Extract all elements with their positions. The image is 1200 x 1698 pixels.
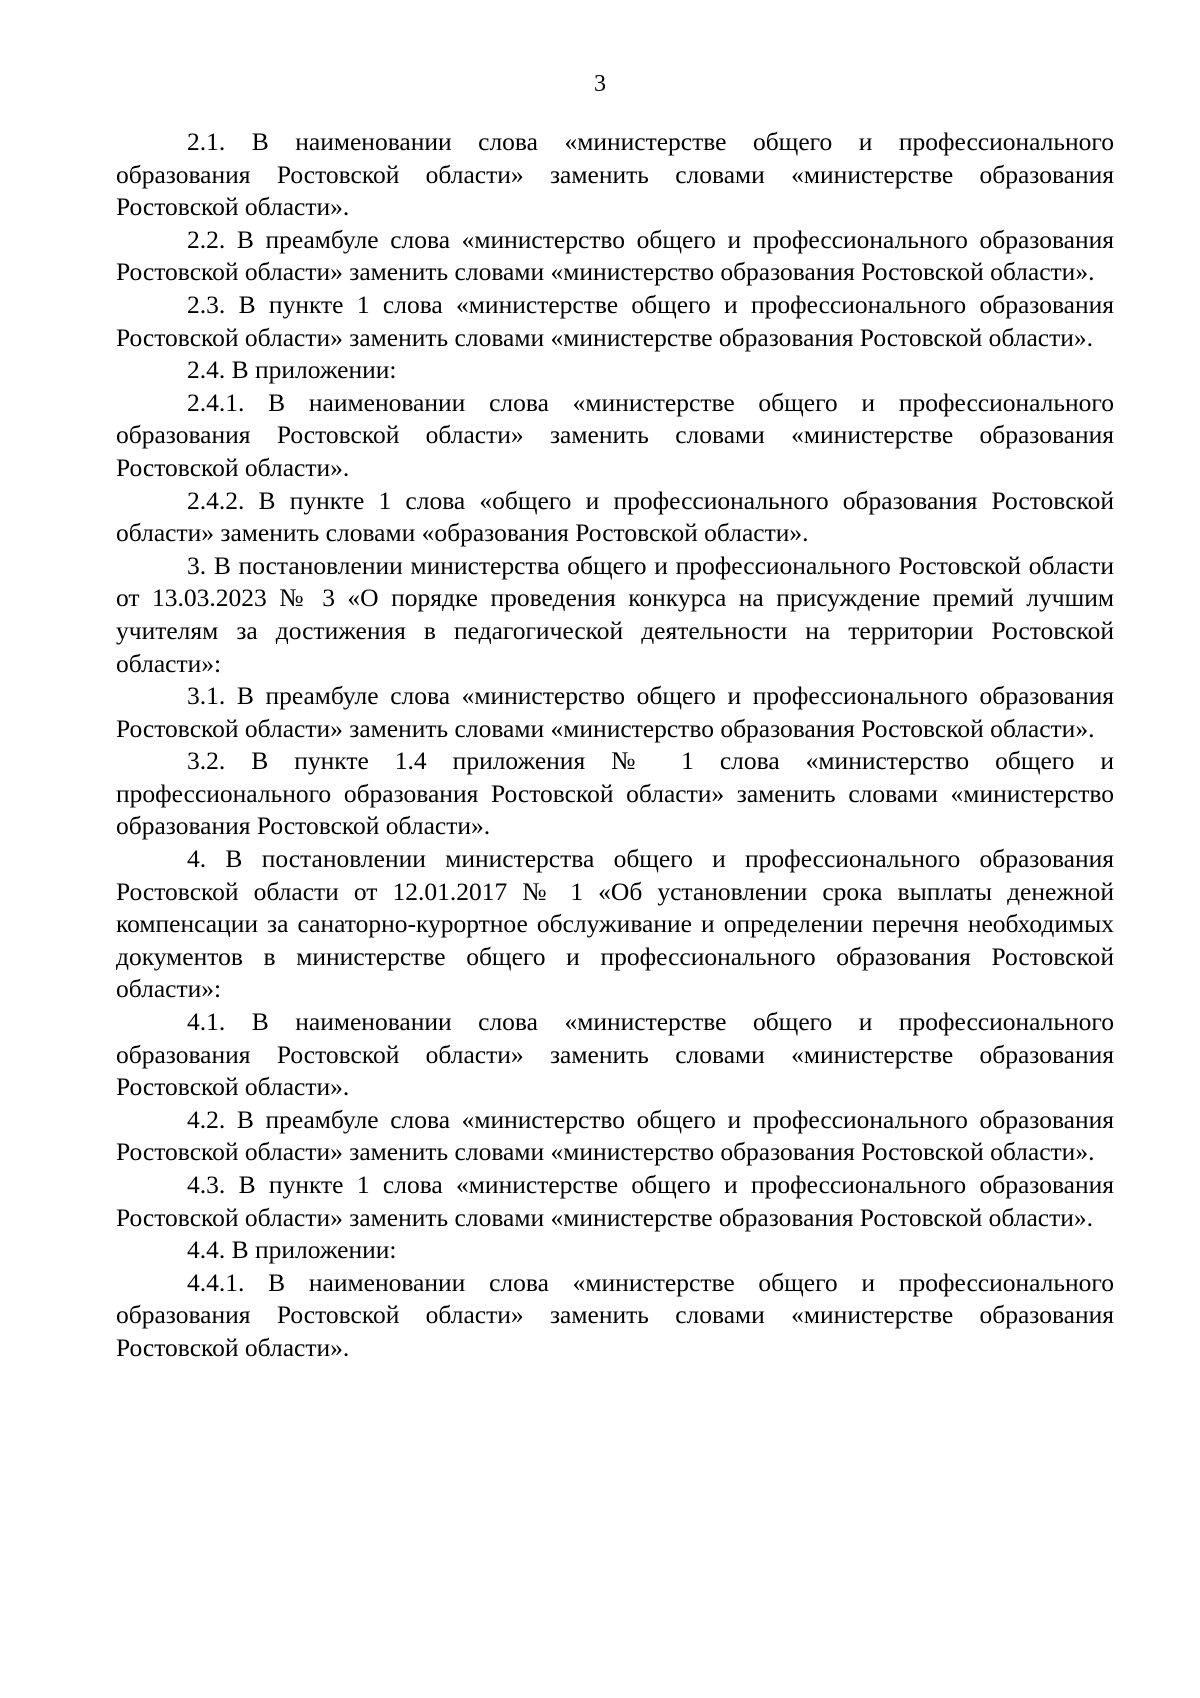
document-body — [116, 126, 1114, 1365]
paragraph-3-2: 3.2. В пункте 1.4 приложения № 1 слова «министерство общего и профессионального образования Ростовской области» заменить словами «министерство образования Ростовской области». — [116, 746, 1114, 841]
paragraph-2-2: 2.2. В преамбуле слова «министерство общего и профессионального образования Ростовской области» заменить словами «министерство образования Ростовской области». — [116, 224, 1114, 287]
page-number: 3 — [594, 71, 606, 97]
paragraph-2-4: 2.4. В приложении: — [187, 355, 397, 385]
paragraph-3: 3. В постановлении министерства общего и профессионального Ростовской области от 13.03.2023 № 3 «О порядке проведения конкурса на присуждение премий лучшим учителям за достижения в педагогической деятельности на территории Ростовской области»: — [116, 550, 1114, 678]
paragraph-4-3: 4.3. В пункте 1 слова «министерстве общего и профессионального образования Ростовской области» заменить словами «министерстве образования Ростовской области». — [116, 1170, 1114, 1232]
paragraph-4-1: 4.1. В наименовании слова «министерстве общего и профессионального образования Ростовской области» заменить словами «министерстве образования Ростовской области». — [116, 1007, 1114, 1102]
paragraph-4-4: 4.4. В приложении: — [187, 1235, 397, 1265]
paragraph-4-4-1: 4.4.1. В наименовании слова «министерстве общего и профессионального образования Ростовской области» заменить словами «министерстве образования Ростовской области». — [116, 1267, 1114, 1362]
paragraph-2-1: 2.1. В наименовании слова «министерстве общего и профессионального образования Ростовской области» заменить словами «министерстве образования Ростовской области». — [116, 127, 1114, 222]
paragraph-4-2: 4.2. В преамбуле слова «министерство общего и профессионального образования Ростовской области» заменить словами «министерство образования Ростовской области». — [116, 1104, 1114, 1167]
paragraph-3-1: 3.1. В преамбуле слова «министерство общего и профессионального образования Ростовской области» заменить словами «министерство образования Ростовской области». — [116, 681, 1114, 743]
paragraph-2-4-2: 2.4.2. В пункте 1 слова «общего и профессионального образования Ростовской области» заменить словами «образования Ростовской области». — [116, 485, 1114, 548]
paragraph-2-3: 2.3. В пункте 1 слова «министерстве общего и профессионального образования Ростовской области» заменить словами «министерстве образования Ростовской области». — [116, 289, 1114, 352]
paragraph-2-4-1: 2.4.1. В наименовании слова «министерстве общего и профессионального образования Ростовской области» заменить словами «министерстве образования Ростовской области». — [116, 387, 1114, 482]
paragraph-4: 4. В постановлении министерства общего и профессионального образования Ростовской области от 12.01.2017 № 1 «Об установлении срока выплаты денежной компенсации за санаторно-курортное обслуживание и определении перечня необходимых документов в министерстве общего и профессионального образования Ростовской области»: — [116, 844, 1114, 1004]
